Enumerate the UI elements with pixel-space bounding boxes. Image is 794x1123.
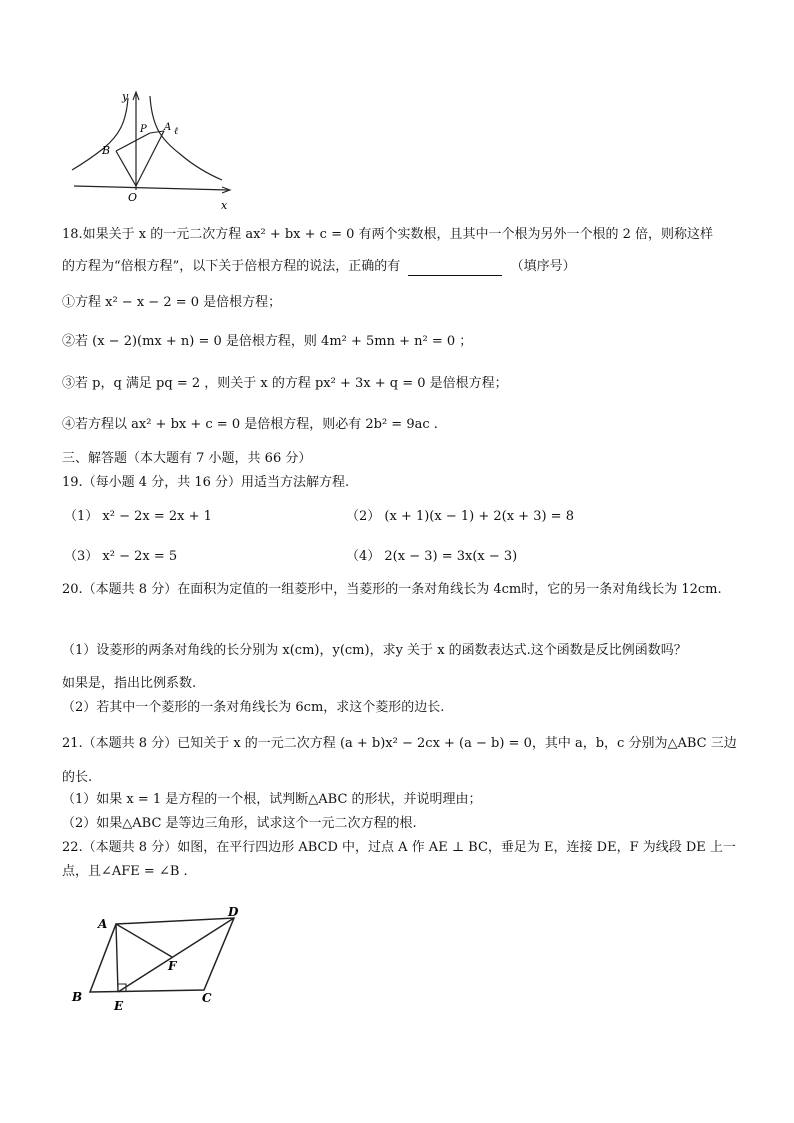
q19-item-1: （1） x² − 2x = 2x + 1 <box>64 509 212 524</box>
q18-stem-line2 <box>62 258 576 276</box>
label-b: B <box>102 144 111 157</box>
q18-option-3: ③若 p，q 满足 pq = 2 ，则关于 x 的方程 px² + 3x + q = 0 是倍根方程； <box>62 376 508 391</box>
label-f2: F <box>168 959 177 973</box>
label-b2: B <box>72 990 83 1004</box>
label-c2: C <box>202 991 212 1005</box>
q20-part2: （2）若其中一个菱形的一条对角线长为 6cm，求这个菱形的边长. <box>62 700 445 715</box>
label-p: P <box>140 124 147 135</box>
q18-suffix: （填序号） <box>510 259 576 274</box>
label-x: x <box>221 199 228 210</box>
label-a: A <box>164 122 172 133</box>
label-a2: A <box>98 917 108 931</box>
label-y: y <box>122 90 129 103</box>
q18-stem-line1: 18.如果关于 x 的一元二次方程 ax² + bx + c = 0 有两个实数根，且其中一个根为另外一个根的 2 倍，则称这样 <box>62 227 714 242</box>
q21-part2: （2）如果△ABC 是等边三角形，试求这个一元二次方程的根. <box>62 816 417 831</box>
label-l: ℓ <box>174 126 179 137</box>
q21-part1: （1）如果 x = 1 是方程的一个根，试判断△ABC 的形状，并说明理由； <box>62 792 482 807</box>
label-e2: E <box>114 999 124 1013</box>
section3-title: 三、解答题（本大题有 7 小题，共 66 分） <box>62 451 312 466</box>
q20-part1-line1: （1）设菱形的两条对角线的长分别为 x(cm)，y(cm)，求y 关于 x 的函数表达式.这个函数是反比例函数吗？ <box>62 643 687 658</box>
q20-stem: 20.（本题共 8 分）在面积为定值的一组菱形中，当菱形的一条对角线长为 4cm时，它的另一条对角线长为 12cm. <box>62 582 722 597</box>
q18-stem-text: 的方程为“倍根方程”，以下关于倍根方程的说法，正确的有 <box>62 259 401 274</box>
q18-answer-blank[interactable] <box>408 261 502 276</box>
parallelogram-figure <box>68 904 258 1014</box>
label-d2: D <box>228 905 239 919</box>
q18-option-1: ①方程 x² − x − 2 = 0 是倍根方程； <box>62 295 282 310</box>
q18-option-4: ④若方程以 ax² + bx + c = 0 是倍根方程，则必有 2b² = 9ac . <box>62 417 438 432</box>
q19-item-3: （3） x² − 2x = 5 <box>64 549 178 564</box>
q19-stem: 19.（每小题 4 分，共 16 分）用适当方法解方程. <box>62 475 350 490</box>
q21-stem: 21.（本题共 8 分）已知关于 x 的一元二次方程 (a + b)x² − 2cx + (a − b) = 0，其中 a，b，c 分别为△ABC 三边的长. <box>62 736 737 785</box>
label-o: O <box>128 191 138 204</box>
q22-stem: 22.（本题共 8 分）如图，在平行四边形 ABCD 中，过点 A 作 AE ⊥ BC，垂足为 E，连接 DE，F 为线段 DE 上一点，且∠AFE = ∠B . <box>62 840 736 879</box>
q20-part1-line2: 如果是，指出比例系数. <box>62 676 197 691</box>
q19-item-4: （4） 2(x − 3) = 3x(x − 3) <box>346 549 518 564</box>
hyperbola-figure <box>70 88 240 210</box>
q18-option-2: ②若 (x − 2)(mx + n) = 0 是倍根方程，则 4m² + 5mn + n² = 0 ； <box>62 334 473 349</box>
q19-item-2: （2） (x + 1)(x − 1) + 2(x + 3) = 8 <box>346 509 574 524</box>
